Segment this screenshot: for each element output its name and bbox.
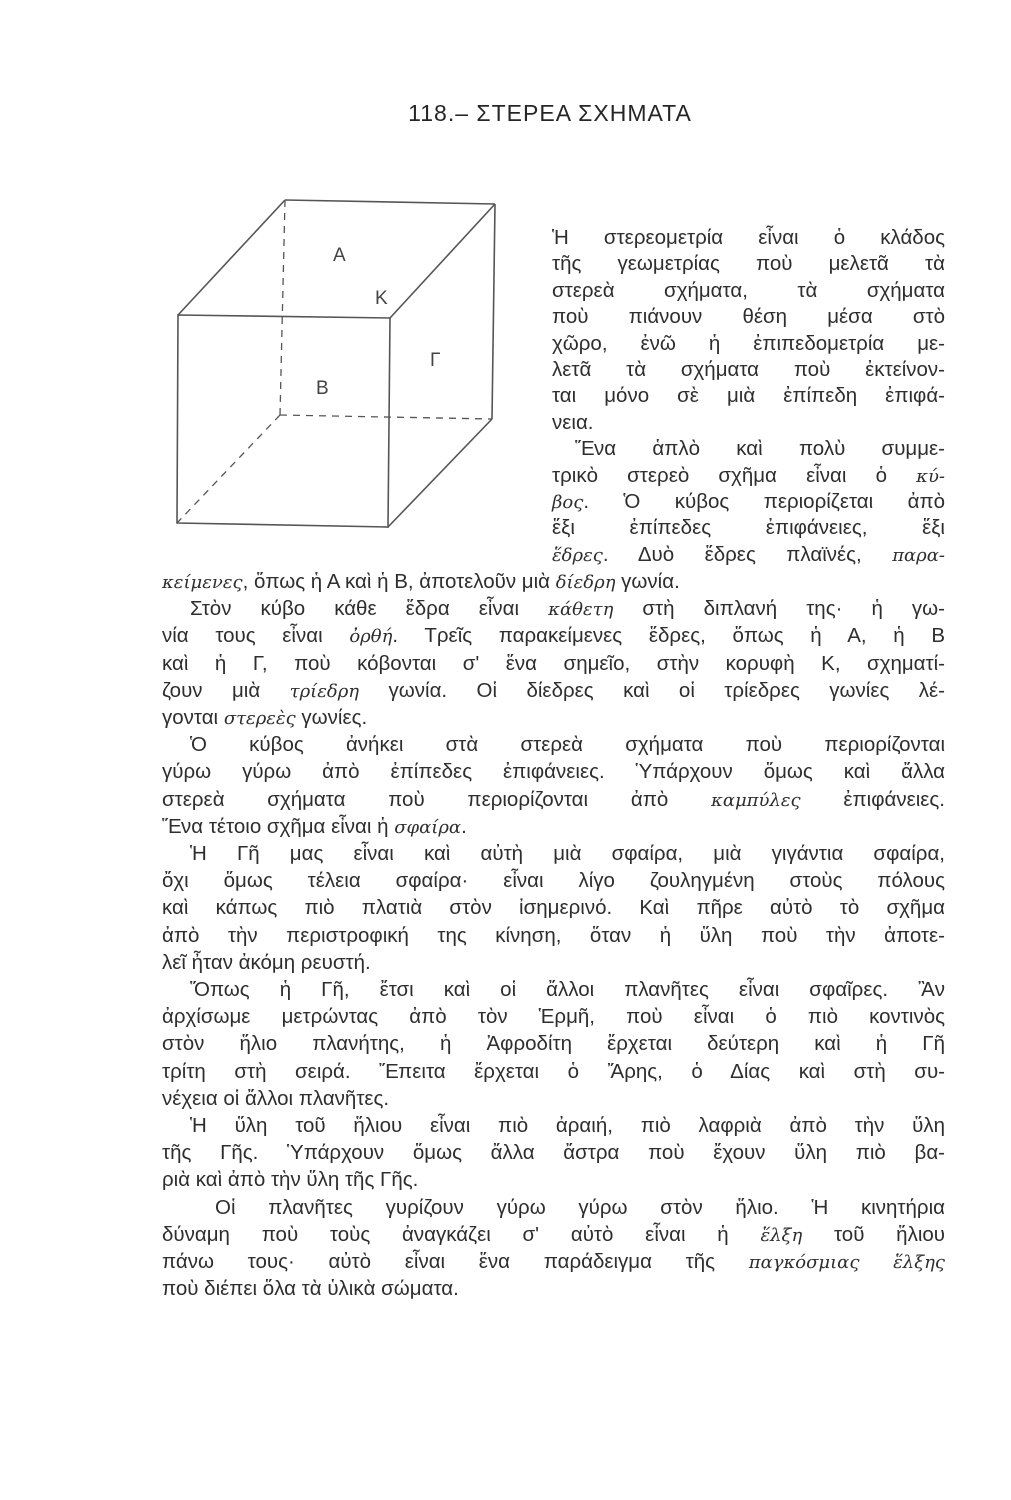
text-run: τῆς Γῆς. Ὑπάρχουν ὅμως ἄλλα ἄστρα ποὺ ἔχουν ὕλη πιὸ βα- xyxy=(162,1141,945,1165)
text-line xyxy=(162,1004,945,1030)
text-line xyxy=(162,678,945,704)
text-line xyxy=(162,923,945,949)
text-run: λεῖ ἦταν ἀκόμη ρευστή. xyxy=(162,950,371,974)
face-label-a: A xyxy=(333,245,346,266)
text-line xyxy=(162,1059,945,1085)
emphasized-term: παγκόσμιας ἕλξης xyxy=(748,1252,945,1273)
text-run: ται μόνο σὲ μιὰ ἐπίπεδη ἐπιφά- xyxy=(552,384,945,408)
text-run: γωνία. xyxy=(615,570,680,593)
cube-hidden-edge xyxy=(177,415,280,523)
page-title: 118.– ΣΤΕΡΕΑ ΣΧΗΜΑΤΑ xyxy=(408,100,692,126)
text-line xyxy=(162,950,945,976)
paragraph-first-line xyxy=(552,225,945,251)
emphasized-term: ὀρθή xyxy=(349,626,393,648)
text-run: ζουν μιὰ xyxy=(162,678,290,702)
text-run: τρικὸ στερεὸ σχῆμα εἶναι ὁ xyxy=(552,463,917,487)
text-run: τρίτη στὴ σειρά. Ἔπειτα ἔρχεται ὁ Ἄρης, ὁ Δίας καὶ στὴ συ- xyxy=(162,1059,945,1083)
text-run: γύρω γύρω ἀπὸ ἐπίπεδες ἐπιφάνειες. Ὑπάρχουν ὅμως καὶ ἄλλα xyxy=(162,760,945,784)
text-run: γωνίες. xyxy=(295,706,368,729)
text-run: ἐπιφάνειες. xyxy=(800,787,945,811)
emphasized-term: ἕδρες xyxy=(552,544,603,566)
text-run: Στὸν κύβο κάθε ἕδρα εἶναι xyxy=(190,597,549,621)
text-run: Ἡ ὕλη τοῦ ἥλιου εἶναι πιὸ ἀραιή, πιὸ λαφριὰ ἀπὸ τὴν ὕλη xyxy=(190,1114,945,1137)
cube-edge xyxy=(178,200,285,315)
text-run: ὄχι ὅμως τέλεια σφαίρα· εἶναι λίγο ζουληγμένη στοὺς πόλους xyxy=(162,869,945,893)
cube-edge xyxy=(388,419,492,527)
emphasized-term: κείμενες xyxy=(162,572,243,593)
emphasized-term: κύ- xyxy=(916,465,945,487)
cube-edge xyxy=(390,204,495,318)
emphasized-term: βος xyxy=(552,492,584,513)
text-line xyxy=(162,868,945,894)
text-run: Οἱ πλανῆτες γυρίζουν γύρω γύρω στὸν ἥλιο. Ἡ κινητήρια xyxy=(215,1195,945,1219)
text-run: δύναμη ποὺ τοὺς ἀναγκάζει σ' αὐτὸ εἶναι ἡ xyxy=(162,1222,761,1246)
emphasized-term: παρα- xyxy=(892,544,945,566)
text-run: ποὺ πιάνουν θέση μέσα στὸ xyxy=(552,305,945,329)
cube-edge xyxy=(285,200,495,204)
text-line xyxy=(162,1031,945,1057)
text-run: στὴ διπλανή της· ἡ γω- xyxy=(613,597,945,621)
text-line xyxy=(552,278,945,304)
paragraph-first-line xyxy=(215,1195,945,1221)
text-line xyxy=(552,357,945,383)
text-run: καὶ κάπως πιὸ πλατιὰ στὸν ἰσημερινό. Καὶ πῆρε αὐτὸ τὸ σχῆμα xyxy=(162,896,945,920)
text-run: Ἕνα τέτοιο σχῆμα εἶναι ἡ xyxy=(162,814,395,838)
text-run: Ἡ Γῆ μας εἶναι καὶ αὐτὴ μιὰ σφαίρα, μιὰ γιγάντια σφαίρα, xyxy=(190,842,945,865)
text-run: λετᾶ τὰ σχήματα ποὺ ἐκτείνον- xyxy=(552,358,945,381)
text-run: γονται xyxy=(162,706,224,729)
text-run: χῶρο, ἐνῶ ἡ ἐπιπεδομετρία με- xyxy=(552,331,945,355)
text-run: . Τρεῖς παρακείμενες ἕδρες, ὅπως ἡ Α, ἡ Β xyxy=(392,624,945,648)
paragraph-first-line xyxy=(190,596,945,622)
text-run: τοῦ ἥλιου xyxy=(802,1222,945,1246)
text-run: στὸν ἥλιο πλανήτης, ἡ Ἀφροδίτη ἔρχεται δεύτερη καὶ ἡ Γῆ xyxy=(162,1032,945,1056)
text-line xyxy=(162,1167,945,1193)
text-line xyxy=(162,1086,945,1112)
text-line xyxy=(162,759,945,785)
text-line xyxy=(162,895,945,921)
text-line xyxy=(552,489,945,515)
text-run: νεια. xyxy=(552,410,594,434)
text-line xyxy=(162,651,945,677)
text-line xyxy=(162,569,945,595)
emphasized-term: τρίεδρη xyxy=(289,680,360,702)
paragraph-first-line xyxy=(190,732,945,758)
paragraph-first-line xyxy=(190,1113,945,1139)
text-run: . xyxy=(461,814,467,838)
text-run: γωνία. Οἱ δίεδρες καὶ οἱ τρίεδρες γωνίες λέ- xyxy=(359,678,945,702)
text-run: ριὰ καὶ ἀπὸ τὴν ὕλη τῆς Γῆς. xyxy=(162,1168,419,1192)
paragraph-first-line xyxy=(190,841,945,867)
emphasized-term: καμπύλες xyxy=(711,789,801,811)
text-run: . Δυὸ ἕδρες πλαϊνές, xyxy=(602,542,893,566)
text-line xyxy=(552,515,945,541)
emphasized-term: σφαίρα xyxy=(394,816,462,838)
emphasized-term: κάθετη xyxy=(548,599,614,621)
text-line xyxy=(552,542,945,568)
face-label-g: Γ xyxy=(430,350,441,371)
text-line xyxy=(162,623,945,649)
text-run: Ὅπως ἡ Γῆ, ἔτσι καὶ οἱ ἄλλοι πλανῆτες εἶναι σφαῖρες. Ἂν xyxy=(190,978,945,1001)
text-run: ἕξι ἐπίπεδες ἐπιφάνειες, ἕξι xyxy=(552,516,945,540)
text-line xyxy=(162,787,945,813)
text-run: νέχεια οἱ ἄλλοι πλανῆτες. xyxy=(162,1086,390,1110)
text-run: ἀρχίσωμε μετρώντας ἀπὸ τὸν Ἑρμῆ, ποὺ εἶναι ὁ πιὸ κοντινὸς xyxy=(162,1005,945,1029)
text-run: ποὺ διέπει ὅλα τὰ ὑλικὰ σώματα. xyxy=(162,1277,459,1301)
face-label-b: B xyxy=(316,378,329,399)
text-run: στερεὰ σχήματα, τὰ σχήματα xyxy=(552,278,945,302)
cube-edge xyxy=(492,204,495,419)
vertex-label-k: K xyxy=(375,288,388,309)
emphasized-term: δίεδρη xyxy=(555,572,616,593)
text-run: τῆς γεωμετρίας ποὺ μελετᾶ τὰ xyxy=(552,252,945,276)
text-line xyxy=(162,814,945,840)
paragraph-first-line xyxy=(190,977,945,1003)
text-line xyxy=(552,463,945,489)
text-line xyxy=(162,705,945,731)
text-line xyxy=(162,1276,945,1302)
text-run: . Ὁ κύβος περιορίζεται ἀπὸ xyxy=(583,490,945,513)
cube-hidden-edge xyxy=(280,415,492,419)
text-run: Ἕνα ἁπλὸ καὶ πολὺ συμμε- xyxy=(575,437,945,461)
cube-front-face xyxy=(177,315,390,527)
text-run: Ὁ κύβος ἀνήκει στὰ στερεὰ σχήματα ποὺ περιορίζονται xyxy=(190,733,945,757)
text-run: στερεὰ σχήματα ποὺ περιορίζονται ἀπὸ xyxy=(162,787,712,811)
text-line xyxy=(552,251,945,277)
text-run: καὶ ἡ Γ, ποὺ κόβονται σ' ἕνα σημεῖο, στὴν κορυφὴ Κ, σχηματί- xyxy=(162,651,945,675)
text-line xyxy=(552,410,945,436)
text-line xyxy=(552,304,945,330)
text-run: ἀπὸ τὴν περιστροφική της κίνηση, ὅταν ἡ ὕλη ποὺ τὴν ἀποτε- xyxy=(162,923,945,947)
text-run: Ἡ στερεομετρία εἶναι ὁ κλάδος xyxy=(552,226,945,249)
text-line xyxy=(162,1140,945,1166)
text-line xyxy=(162,1222,945,1248)
text-run: πάνω τους· αὐτὸ εἶναι ἕνα παράδειγμα τῆς xyxy=(162,1250,749,1273)
cube-hidden-edge xyxy=(280,200,285,415)
text-line xyxy=(552,331,945,357)
emphasized-term: στερεὲς xyxy=(223,708,296,729)
paragraph-first-line xyxy=(575,436,945,462)
text-run: νία τους εἶναι xyxy=(162,624,350,648)
emphasized-term: ἕλξη xyxy=(760,1224,803,1246)
text-line xyxy=(552,383,945,409)
text-run: , ὅπως ἡ Α καὶ ἡ Β, ἀποτελοῦν μιὰ xyxy=(242,570,556,593)
text-line xyxy=(162,1249,945,1275)
